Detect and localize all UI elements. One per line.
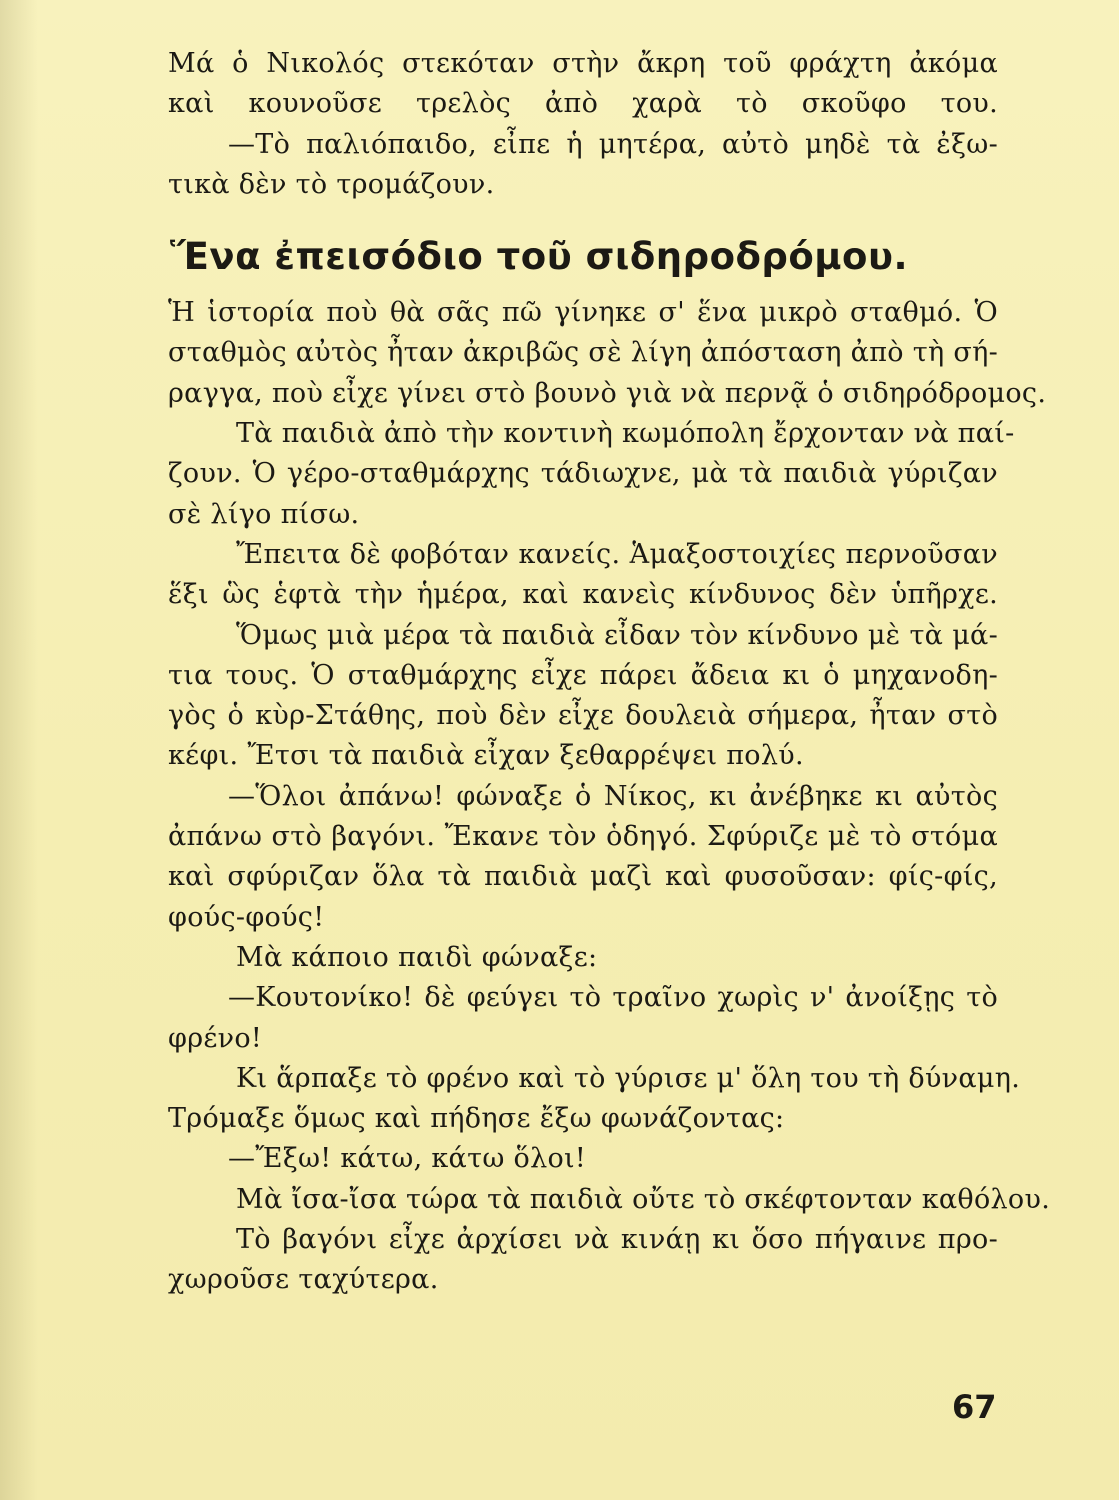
text-line: Τὰ παιδιὰ ἀπὸ τὴν κοντινὴ κωμόπολη ἔρχονταν νὰ παί- [236,418,1015,450]
page-number: 67 [952,1388,997,1426]
section-heading: Ἕνα ἐπεισόδιο τοῦ σιδηροδρόμου. [170,235,908,279]
text-line: Ἡ ἱστορία ποὺ θὰ σᾶς πῶ γίνηκε σ' ἕνα μικρὸ σταθμό. Ὁ [168,297,998,329]
text-line: Μά ὁ Νικολός στεκόταν στὴν ἄκρη τοῦ φράχτη ἀκόμα [168,48,998,79]
text-line: ἀπάνω στὸ βαγόνι. Ἔκανε τὸν ὁδηγό. Σφύριζε μὲ τὸ στόμα [168,821,998,853]
text-line: ραγγα, ποὺ εἶχε γίνει στὸ βουνὸ γιὰ νὰ περνᾷ ὁ σιδηρόδρομος. [168,377,1047,409]
text-line: χωροῦσε ταχύτερα. [168,1264,439,1296]
text-line: —Ὅλοι ἀπάνω! φώναξε ὁ Νίκος, κι ἀνέβηκε κι αὐτὸς [228,780,998,812]
text-line: ζουν. Ὁ γέρο-σταθμάρχης τάδιωχνε, μὰ τὰ παιδιὰ γύριζαν [168,458,998,490]
text-line: ἕξι ὣς ἑφτὰ τὴν ἡμέρα, καὶ κανεὶς κίνδυνος δὲν ὑπῆρχε. [168,579,998,611]
text-line: Ἔπειτα δὲ φοβόταν κανείς. Ἁμαξοστοιχίες περνοῦσαν [236,538,998,570]
text-line: σταθμὸς αὐτὸς ἦταν ἀκριβῶς σὲ λίγη ἀπόσταση ἀπὸ τὴ σή- [168,337,998,369]
text-line: γὸς ὁ κὺρ-Στάθης, ποὺ δὲν εἶχε δουλειὰ σήμερα, ἦταν στὸ [168,700,998,732]
text-line: καὶ σφύριζαν ὅλα τὰ παιδιὰ μαζὶ καὶ φυσοῦσαν: φίς-φίς, [168,861,998,893]
text-line: Μὰ κάποιο παιδὶ φώναξε: [236,941,598,973]
text-line: Μὰ ἴσα-ἴσα τώρα τὰ παιδιὰ οὔτε τὸ σκέφτονταν καθόλου. [236,1183,1051,1215]
text-line: καὶ κουνοῦσε τρελὸς ἀπὸ χαρὰ τὸ σκοῦφο του. [168,88,998,120]
text-line: Τὸ βαγόνι εἶχε ἀρχίσει νὰ κινάῃ κι ὅσο πήγαινε προ- [236,1224,998,1256]
text-line: Τρόμαξε ὅμως καὶ πήδησε ἔξω φωνάζοντας: [168,1103,785,1135]
text-line: —Τὸ παλιόπαιδο, εἶπε ἡ μητέρα, αὐτὸ μηδὲ τὰ ἐξω- [228,128,998,160]
text-line: —Κουτονίκο! δὲ φεύγει τὸ τραῖνο χωρὶς ν' ἀνοίξῃς τὸ [228,982,998,1014]
text-line: —Ἔξω! κάτω, κάτω ὅλοι! [228,1143,587,1175]
text-line: κέφι. Ἔτσι τὰ παιδιὰ εἶχαν ξεθαρρέψει πολύ. [168,740,804,772]
text-line: Ὅμως μιὰ μέρα τὰ παιδιὰ εἶδαν τὸν κίνδυνο μὲ τὰ μά- [236,619,998,651]
text-line: σὲ λίγο πίσω. [168,498,360,530]
text-line: φούς-φούς! [168,901,325,933]
text-line: φρένο! [168,1022,263,1054]
text-line: τια τους. Ὁ σταθμάρχης εἶχε πάρει ἄδεια κι ὁ μηχανοδη- [168,659,998,691]
page-gutter-shadow [0,0,38,1500]
text-line: Κι ἅρπαξε τὸ φρένο καὶ τὸ γύρισε μ' ὅλη του τὴ δύναμη. [236,1062,1021,1094]
text-line: τικὰ δὲν τὸ τρομάζουν. [168,168,495,200]
page-text [168,44,1051,1301]
